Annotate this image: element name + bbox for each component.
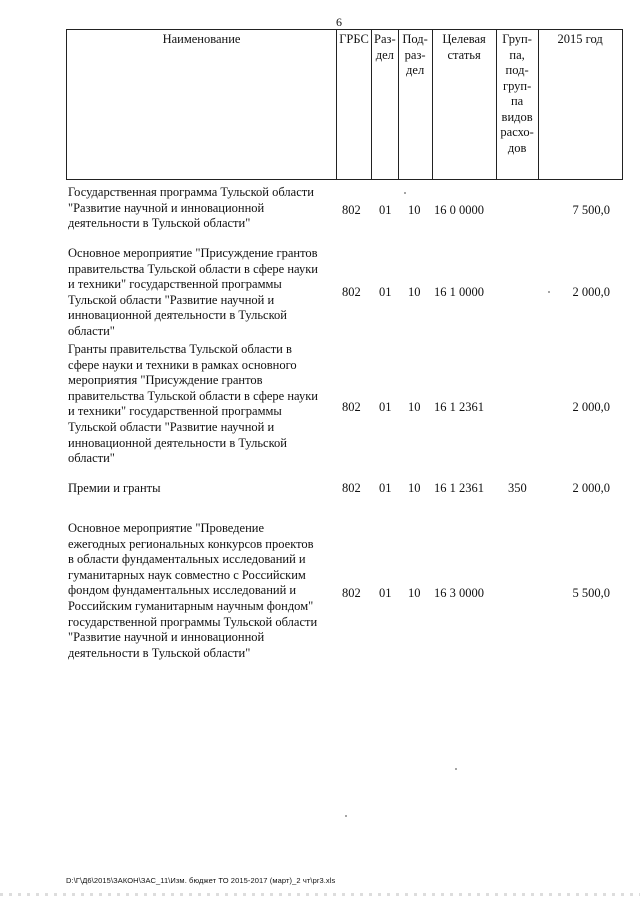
header-gruppa-line: Груп- [502, 32, 532, 46]
row-sum: 5 500,0 [572, 586, 610, 600]
header-podrazdel-line: раз- [404, 47, 426, 62]
row-name-line: инновационной деятельности в Тульской [68, 435, 287, 450]
row-celevaya: 16 0 0000 [434, 203, 484, 217]
row-grbs: 802 [342, 400, 361, 414]
header-gruppa-line: видов [501, 109, 533, 124]
scan-speck [455, 768, 457, 770]
row-celevaya: 16 1 2361 [434, 400, 484, 414]
row-name [68, 246, 336, 340]
row-celevaya: 16 1 0000 [434, 285, 484, 299]
row-razdel: 01 [379, 586, 392, 600]
scan-speck [548, 291, 550, 293]
row-name [68, 185, 336, 232]
row-name-line: Гранты правительства Тульской области в [68, 342, 292, 356]
row-name-line: деятельности в Тульской области" [68, 216, 251, 231]
row-name-line: Государственная программа Тульской области [68, 185, 314, 199]
row-name-line: ежегодных региональных конкурсов проектов [68, 536, 314, 551]
header-gruppa-line: расхо- [500, 125, 534, 139]
page-number: 6 [336, 15, 342, 29]
scan-noise-line [0, 893, 640, 896]
header-celevaya-line: статья [447, 47, 481, 62]
row-name-line: инновационной деятельности в Тульской [68, 308, 287, 323]
row-name-line: государственной программы Тульской области [68, 614, 318, 629]
header-year-label: 2015 год [557, 32, 603, 46]
row-name-line: деятельности в Тульской области" [68, 645, 251, 660]
row-podrazdel: 10 [408, 285, 421, 299]
row-name [68, 342, 336, 467]
header-razdel-line: дел [375, 47, 394, 62]
header-name [67, 30, 337, 180]
row-name [68, 481, 336, 497]
row-sum: 2 000,0 [572, 285, 610, 299]
row-name-line: области" [68, 451, 115, 466]
header-gruppa-line: па [510, 94, 524, 108]
row-grbs: 802 [342, 586, 361, 600]
table-header [66, 29, 623, 180]
row-name-line: "Развитие научной и инновационной [68, 630, 265, 645]
row-name-line: мероприятия "Присуждение грантов [68, 373, 263, 388]
header-gruppa-line: под- [505, 63, 529, 77]
row-name-line: правительства Тульской области в сфере науки [68, 388, 318, 403]
row-sum: 7 500,0 [572, 203, 610, 217]
row-name-line: в области фундаментальных исследований и [68, 552, 306, 567]
header-grbs [337, 30, 372, 180]
row-razdel: 01 [379, 203, 392, 217]
scan-speck [404, 192, 406, 194]
row-name-line: правительства Тульской области в сфере науки [68, 261, 318, 276]
header-grbs-label: ГРБС [339, 32, 369, 46]
row-razdel: 01 [379, 400, 392, 414]
row-name-line: области" [68, 323, 115, 338]
row-razdel: 01 [379, 285, 392, 299]
row-celevaya: 16 1 2361 [434, 481, 484, 495]
header-year [538, 30, 622, 180]
row-podrazdel: 10 [408, 586, 421, 600]
header-razdel [372, 30, 399, 180]
row-razdel: 01 [379, 481, 392, 495]
row-grbs: 802 [342, 203, 361, 217]
row-name-line: "Развитие научной и инновационной [68, 200, 265, 215]
file-path-footer: D:\Г\Д6\2015\ЗАКОН\ЗАС_11\Изм. бюджет ТО 2015-2017 (март)_2 чт\pr3.xls [66, 876, 336, 885]
row-celevaya: 16 3 0000 [434, 586, 484, 600]
header-podrazdel-line: дел [406, 63, 425, 77]
header-podrazdel [398, 30, 432, 180]
row-name-line: гуманитарных наук совместно с Российским [68, 567, 306, 582]
header-gruppa-line: груп- [502, 78, 532, 93]
row-name-line: Тульской области "Развитие научной и [68, 419, 275, 434]
row-name-line: Основное мероприятие "Проведение [68, 521, 265, 535]
row-name-line: и техники" государственной программы [68, 277, 282, 292]
header-podrazdel-line: Под- [402, 32, 428, 46]
row-gruppa: 350 [508, 481, 527, 495]
header-celevaya [432, 30, 496, 180]
row-podrazdel: 10 [408, 400, 421, 414]
row-name [68, 521, 336, 661]
scan-speck [345, 815, 347, 817]
row-name-line: Основное мероприятие "Присуждение грантов [68, 246, 318, 260]
row-grbs: 802 [342, 481, 361, 495]
row-podrazdel: 10 [408, 203, 421, 217]
row-sum: 2 000,0 [572, 481, 610, 495]
header-celevaya-line: Целевая [442, 32, 486, 46]
row-name-line: Российским гуманитарным научным фондом" [68, 598, 314, 613]
row-grbs: 802 [342, 285, 361, 299]
row-podrazdel: 10 [408, 481, 421, 495]
row-name-line: Тульской области "Развитие научной и [68, 292, 275, 307]
header-gruppa [496, 30, 538, 180]
row-name-line: и техники" государственной программы [68, 404, 282, 419]
header-gruppa-line: дов [507, 140, 527, 155]
header-name-label: Наименование [162, 32, 241, 46]
row-name-line: Премии и гранты [68, 481, 161, 495]
header-gruppa-line: па, [509, 47, 525, 62]
header-razdel-line: Раз- [374, 32, 396, 46]
row-sum: 2 000,0 [572, 400, 610, 414]
row-name-line: фондом фундаментальных исследований и [68, 583, 297, 598]
row-name-line: сфере науки и техники в рамках основного [68, 357, 297, 372]
